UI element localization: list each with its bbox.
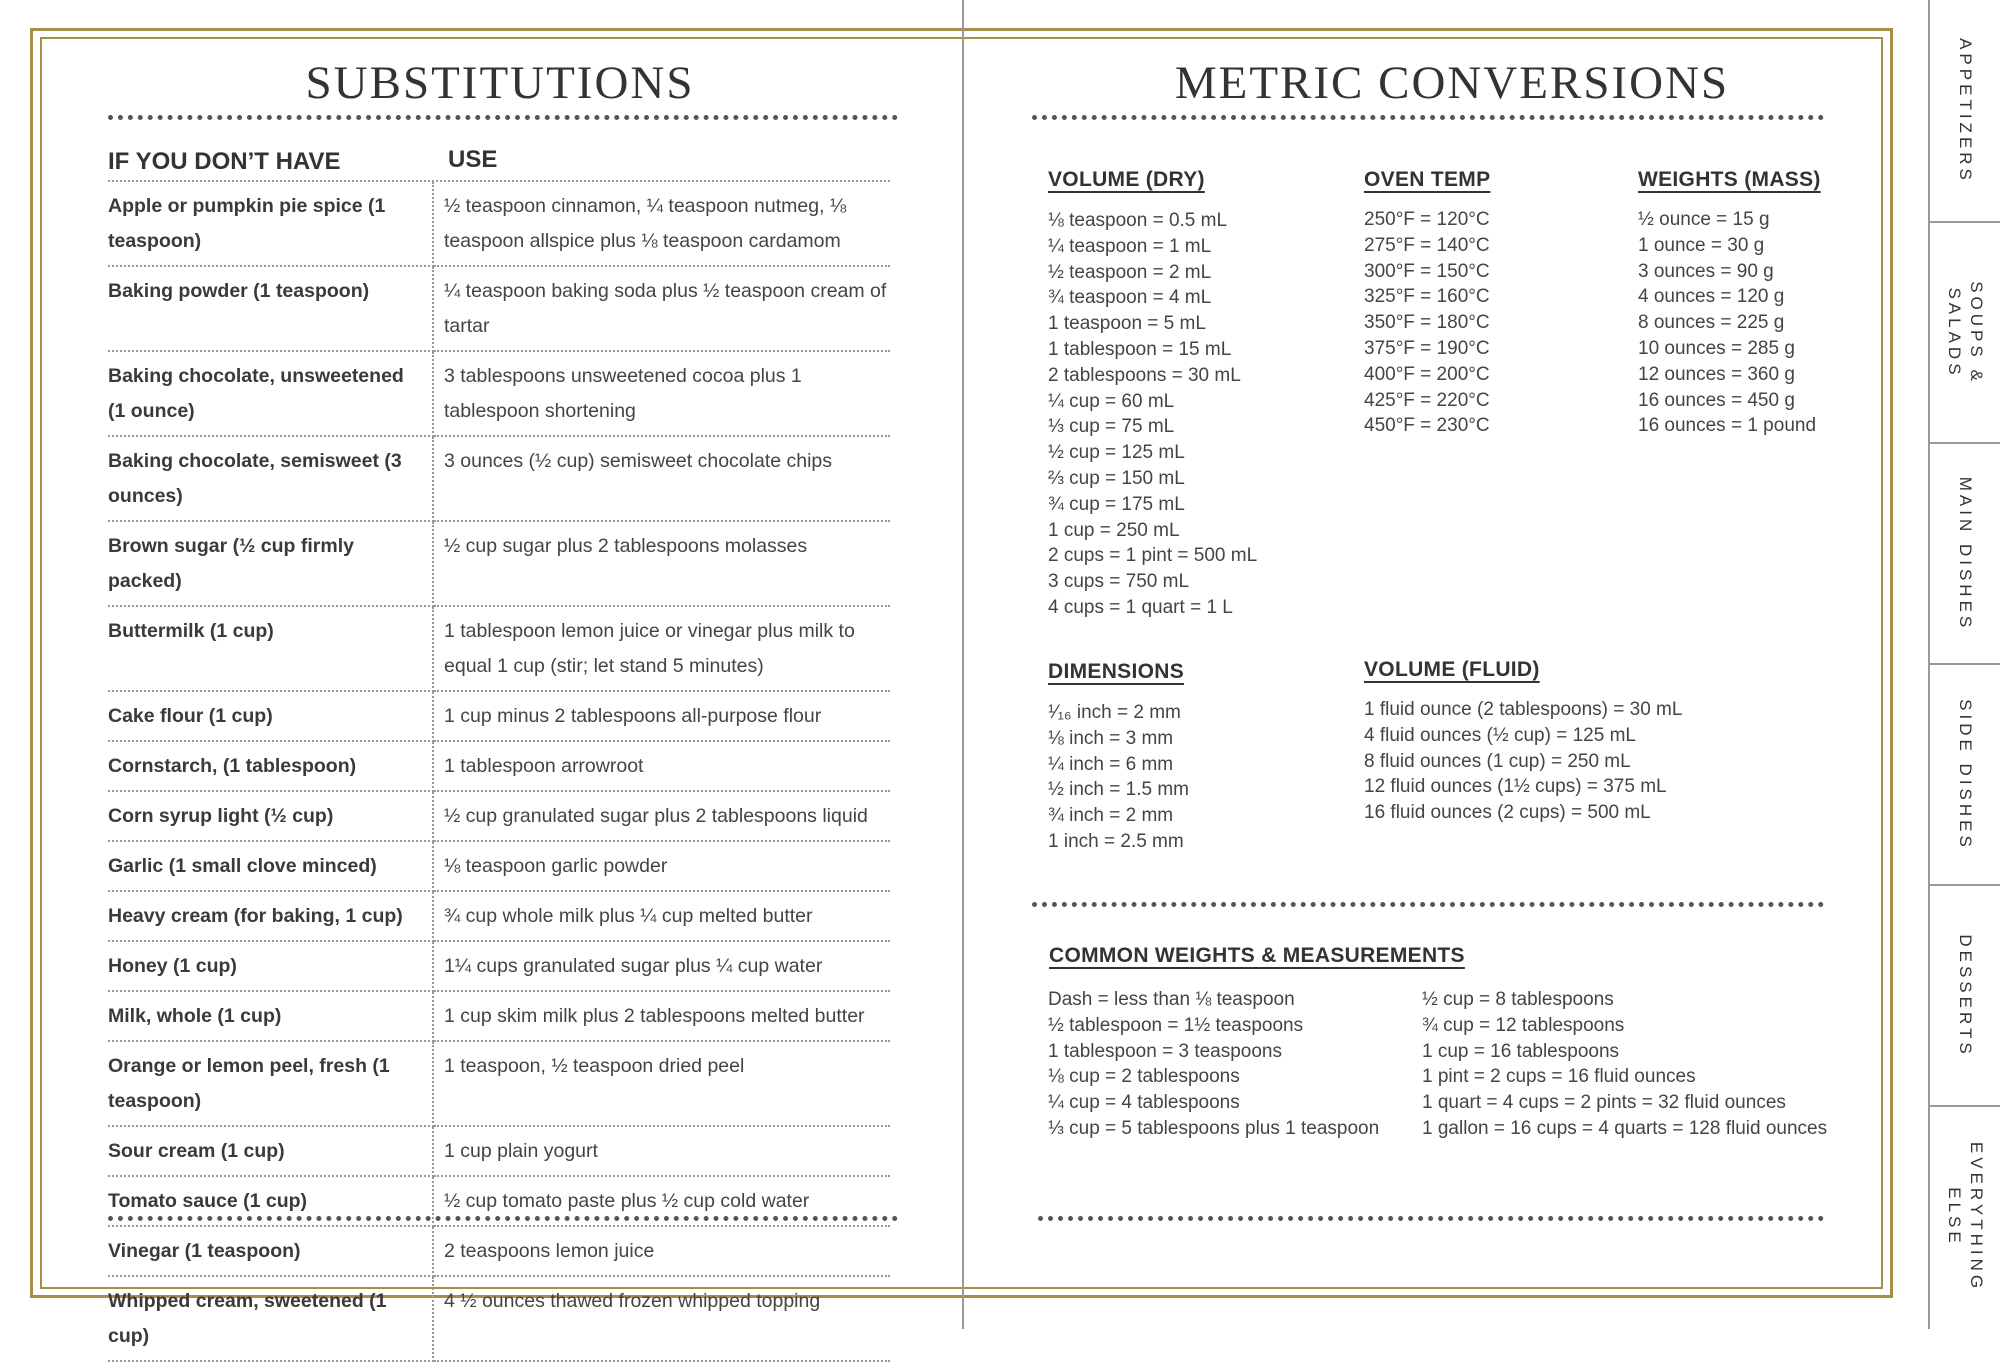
tab-label: DESSERTS — [1956, 933, 1975, 1058]
list-item: ¾ teaspoon = 4 mL — [1048, 287, 1212, 309]
use-cell: 1 cup minus 2 tablespoons all-purpose flour — [433, 691, 890, 741]
dimensions-heading: DIMENSIONS — [1048, 660, 1185, 683]
table-row — [108, 891, 890, 941]
table-row — [108, 1226, 890, 1276]
list-item: ¼ inch = 6 mm — [1048, 753, 1174, 775]
table-row — [108, 841, 890, 891]
use-cell: 1 cup plain yogurt — [433, 1126, 890, 1176]
table-row — [108, 991, 890, 1041]
table-row — [108, 1041, 890, 1126]
table-row — [108, 741, 890, 791]
use-cell: 3 ounces (½ cup) semisweet chocolate chips — [433, 436, 890, 521]
tab-desserts[interactable] — [1930, 884, 2000, 1105]
list-item: 1 quart = 4 cups = 2 pints = 32 fluid ounces — [1422, 1092, 1786, 1114]
dimensions-list — [1048, 700, 1189, 855]
list-item: ½ ounce = 15 g — [1638, 209, 1770, 230]
have-cell: Garlic (1 small clove minced) — [108, 841, 433, 891]
use-cell: ¼ teaspoon baking soda plus ½ teaspoon cream of tartar — [433, 266, 890, 351]
list-item: ¾ cup = 175 mL — [1048, 493, 1185, 515]
use-cell: 1 teaspoon, ½ teaspoon dried peel — [433, 1041, 890, 1126]
tab-soups-salads[interactable] — [1930, 221, 2000, 442]
list-item: 3 ounces = 90 g — [1638, 260, 1774, 282]
list-item: ½ inch = 1.5 mm — [1048, 779, 1189, 801]
have-cell: Baking chocolate, unsweetened (1 ounce) — [108, 351, 433, 436]
use-cell: 1¼ cups granulated sugar plus ¼ cup water — [433, 941, 890, 991]
tab-label: EVERYTHING ELSE — [1945, 1141, 1986, 1292]
list-item: 12 fluid ounces (1½ cups) = 375 mL — [1364, 776, 1667, 798]
list-item: ¼ cup = 60 mL — [1048, 390, 1175, 412]
list-item: ¾ inch = 2 mm — [1048, 805, 1174, 827]
list-item: 12 ounces = 360 g — [1638, 363, 1795, 385]
tab-label: SOUPS & SALADS — [1945, 280, 1986, 385]
list-item: ⅛ inch = 3 mm — [1048, 727, 1174, 749]
table-row — [108, 521, 890, 606]
substitutions-table — [108, 182, 890, 1362]
have-cell: Heavy cream (for baking, 1 cup) — [108, 891, 433, 941]
list-item: 1 inch = 2.5 mm — [1048, 830, 1184, 852]
have-cell: Cake flour (1 cup) — [108, 691, 433, 741]
list-item: 3 cups = 750 mL — [1048, 571, 1190, 593]
list-item: 275°F = 140°C — [1364, 234, 1490, 256]
mid-divider — [1032, 902, 1824, 907]
list-item: 1 fluid ounce (2 tablespoons) = 30 mL — [1364, 699, 1683, 720]
use-cell: 2 teaspoons lemon juice — [433, 1226, 890, 1276]
list-item: ¼ cup = 4 tablespoons — [1048, 1092, 1240, 1114]
metric-bottom-divider — [1038, 1216, 1824, 1221]
table-row — [108, 182, 890, 266]
table-row — [108, 266, 890, 351]
have-cell: Apple or pumpkin pie spice (1 teaspoon) — [108, 182, 433, 266]
list-item: ½ tablespoon = 1½ teaspoons — [1048, 1014, 1304, 1036]
list-item: Dash = less than ⅛ teaspoon — [1048, 989, 1295, 1010]
oven-temp-heading: OVEN TEMP — [1364, 168, 1491, 191]
tab-label: SIDE DISHES — [1956, 698, 1975, 851]
list-item: 16 fluid ounces (2 cups) = 500 mL — [1364, 802, 1651, 824]
use-cell: 3 tablespoons unsweetened cocoa plus 1 tablespoon shortening — [433, 351, 890, 436]
table-row — [108, 606, 890, 691]
table-row — [108, 1126, 890, 1176]
table-row — [108, 691, 890, 741]
have-cell: Vinegar (1 teaspoon) — [108, 1226, 433, 1276]
list-item: ¼ teaspoon = 1 mL — [1048, 235, 1212, 257]
use-cell: ½ teaspoon cinnamon, ¼ teaspoon nutmeg, ⅛ teaspoon allspice plus ⅛ teaspoon cardamom — [433, 182, 890, 266]
weights-list — [1638, 207, 1816, 439]
have-cell: Cornstarch, (1 tablespoon) — [108, 741, 433, 791]
tab-main-dishes[interactable] — [1930, 442, 2000, 663]
use-cell: ½ cup granulated sugar plus 2 tablespoons liquid — [433, 791, 890, 841]
common-list-right — [1422, 987, 1827, 1142]
table-row — [108, 791, 890, 841]
list-item: 1 tablespoon = 3 teaspoons — [1048, 1040, 1282, 1062]
substitutions-title: SUBSTITUTIONS — [305, 57, 695, 109]
list-item: ½ teaspoon = 2 mL — [1048, 261, 1212, 283]
have-cell: Buttermilk (1 cup) — [108, 606, 433, 691]
use-cell: ¾ cup whole milk plus ¼ cup melted butter — [433, 891, 890, 941]
tab-side-dishes[interactable] — [1930, 663, 2000, 884]
list-item: 1 gallon = 16 cups = 4 quarts = 128 fluid ounces — [1422, 1117, 1828, 1139]
table-row — [108, 941, 890, 991]
list-item: 400°F = 200°C — [1364, 363, 1490, 385]
use-cell: 1 cup skim milk plus 2 tablespoons melted butter — [433, 991, 890, 1041]
volume-fluid-list — [1364, 697, 1682, 826]
table-row — [108, 351, 890, 436]
have-cell: Corn syrup light (½ cup) — [108, 791, 433, 841]
have-cell: Sour cream (1 cup) — [108, 1126, 433, 1176]
use-cell: ½ cup tomato paste plus ½ cup cold water — [433, 1176, 890, 1226]
list-item: 1 tablespoon = 15 mL — [1048, 338, 1232, 360]
use-cell: 4 ½ ounces thawed frozen whipped topping — [433, 1276, 890, 1361]
metric-title: METRIC CONVERSIONS — [1174, 57, 1730, 109]
tab-appetizers[interactable] — [1930, 0, 2000, 221]
list-item: ¹⁄₁₆ inch = 2 mm — [1048, 702, 1181, 723]
list-item: 375°F = 190°C — [1364, 337, 1490, 359]
list-item: 1 cup = 16 tablespoons — [1422, 1040, 1620, 1062]
list-item: ⅓ cup = 5 tablespoons plus 1 teaspoon — [1048, 1117, 1380, 1139]
volume-dry-list — [1048, 208, 1257, 621]
have-cell: Brown sugar (½ cup firmly packed) — [108, 521, 433, 606]
have-cell: Baking chocolate, semisweet (3 ounces) — [108, 436, 433, 521]
have-cell: Baking powder (1 teaspoon) — [108, 266, 433, 351]
list-item: ½ cup = 125 mL — [1048, 442, 1185, 464]
list-item: ⅛ cup = 2 tablespoons — [1048, 1066, 1240, 1088]
list-item: 1 cup = 250 mL — [1048, 519, 1180, 541]
list-item: 4 ounces = 120 g — [1638, 286, 1785, 308]
list-item: 425°F = 220°C — [1364, 389, 1490, 411]
list-item: ⅛ teaspoon = 0.5 mL — [1048, 210, 1228, 231]
list-item: 2 tablespoons = 30 mL — [1048, 364, 1241, 386]
list-item: 8 fluid ounces (1 cup) = 250 mL — [1364, 750, 1631, 772]
list-item: 1 teaspoon = 5 mL — [1048, 313, 1206, 335]
list-item: 16 ounces = 450 g — [1638, 389, 1795, 411]
have-cell: Honey (1 cup) — [108, 941, 433, 991]
table-row — [108, 1276, 890, 1361]
use-cell: ⅛ teaspoon garlic powder — [433, 841, 890, 891]
use-cell: 1 tablespoon arrowroot — [433, 741, 890, 791]
have-cell: Orange or lemon peel, fresh (1 teaspoon) — [108, 1041, 433, 1126]
col-head-have: IF YOU DON’T HAVE — [108, 148, 341, 175]
title-divider — [108, 115, 898, 120]
common-heading: COMMON WEIGHTS & MEASUREMENTS — [1049, 944, 1465, 967]
list-item: ⅓ cup = 75 mL — [1048, 416, 1175, 438]
list-item: 1 pint = 2 cups = 16 fluid ounces — [1422, 1066, 1696, 1088]
common-list-left — [1048, 987, 1379, 1142]
metric-title-divider — [1032, 115, 1824, 120]
volume-fluid-heading: VOLUME (FLUID) — [1364, 658, 1540, 681]
list-item: ½ cup = 8 tablespoons — [1422, 989, 1614, 1010]
tab-label: MAIN DISHES — [1956, 476, 1975, 631]
list-item: 300°F = 150°C — [1364, 260, 1490, 282]
list-item: 8 ounces = 225 g — [1638, 312, 1785, 334]
weights-heading: WEIGHTS (MASS) — [1638, 168, 1821, 191]
bottom-divider — [108, 1216, 898, 1221]
have-cell: Tomato sauce (1 cup) — [108, 1176, 433, 1226]
book-spine — [962, 0, 964, 1329]
list-item: ⅔ cup = 150 mL — [1048, 467, 1185, 489]
tab-everything-else[interactable] — [1930, 1105, 2000, 1326]
list-item: 10 ounces = 285 g — [1638, 337, 1795, 359]
list-item: 450°F = 230°C — [1364, 415, 1490, 437]
table-row — [108, 436, 890, 521]
have-cell: Whipped cream, sweetened (1 cup) — [108, 1276, 433, 1361]
list-item: 1 ounce = 30 g — [1638, 234, 1765, 256]
col-head-use: USE — [448, 146, 498, 173]
use-cell: ½ cup sugar plus 2 tablespoons molasses — [433, 521, 890, 606]
have-cell: Milk, whole (1 cup) — [108, 991, 433, 1041]
list-item: 4 cups = 1 quart = 1 L — [1048, 596, 1233, 618]
use-cell: 1 tablespoon lemon juice or vinegar plus milk to equal 1 cup (stir; let stand 5 minutes) — [433, 606, 890, 691]
list-item: 250°F = 120°C — [1364, 209, 1490, 230]
list-item: 350°F = 180°C — [1364, 312, 1490, 334]
list-item: 2 cups = 1 pint = 500 mL — [1048, 545, 1258, 567]
list-item: 16 ounces = 1 pound — [1638, 415, 1817, 437]
volume-dry-heading: VOLUME (DRY) — [1048, 168, 1205, 191]
list-item: 4 fluid ounces (½ cup) = 125 mL — [1364, 724, 1636, 746]
list-item: 325°F = 160°C — [1364, 286, 1490, 308]
oven-temp-list — [1364, 207, 1490, 439]
tab-label: APPETIZERS — [1956, 37, 1975, 184]
list-item: ¾ cup = 12 tablespoons — [1422, 1014, 1625, 1036]
